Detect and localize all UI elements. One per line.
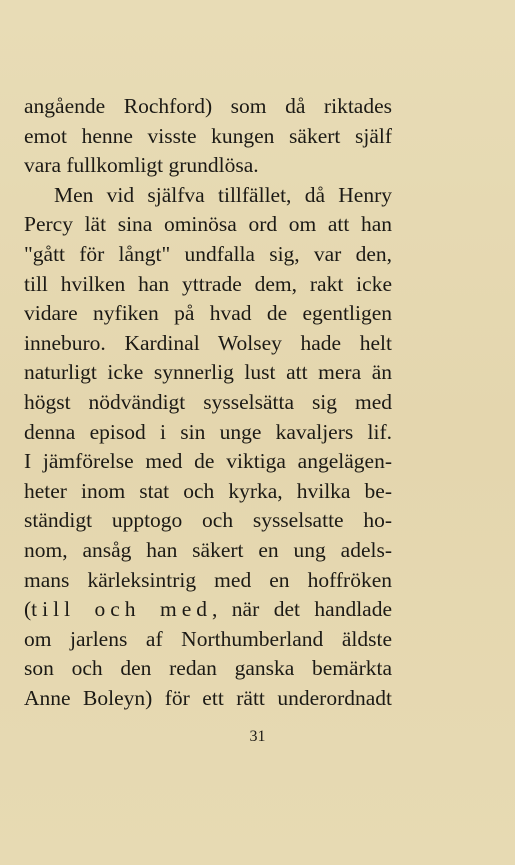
text-line: mans kärleksintrig med en hoffröken	[24, 567, 392, 592]
text-line: till hvilken han yttrade dem, rakt icke	[24, 271, 392, 296]
text-line: Men vid själfva tillfället, då Henry	[54, 182, 392, 207]
text-line: vidare nyfiken på hvad de egentligen	[24, 301, 392, 326]
text-line: ständigt upptogo och sysselsatte ho-	[24, 508, 392, 533]
text-line: Percy lät sina ominösa ord om att han	[24, 212, 392, 237]
text-line: angående Rochford) som då riktades	[24, 94, 392, 118]
text-line: naturligt icke synnerlig lust att mera än	[24, 360, 392, 385]
emphasis-spaced-text: till och med	[31, 597, 212, 622]
text-line: inneburo. Kardinal Wolsey hade helt	[24, 330, 392, 355]
text-line: heter inom stat och kyrka, hvilka be-	[24, 478, 392, 503]
text-line: I jämförelse med de viktiga angelägen-	[24, 449, 392, 474]
text-line: son och den redan ganska bemärkta	[24, 656, 392, 681]
page-number: 31	[249, 728, 266, 745]
text-line: Anne Boleyn) för ett rätt underordnadt	[24, 685, 392, 710]
text-line: emot henne visste kungen säkert själf	[24, 123, 392, 148]
text-line: "gått för långt" undfalla sig, var den,	[24, 241, 392, 266]
text-line: denna episod i sin unge kavaljers lif.	[24, 419, 392, 444]
text-line: om jarlens af Northumberland äldste	[24, 626, 392, 651]
text-line: nom, ansåg han säkert en ung adels-	[24, 537, 392, 562]
body-text	[24, 92, 392, 713]
text-line-spaced: (till och med, när det handlade	[24, 597, 392, 622]
text-line: vara fullkomligt grundlösa.	[24, 153, 259, 178]
text-line: högst nödvändigt sysselsätta sig med	[24, 389, 392, 414]
